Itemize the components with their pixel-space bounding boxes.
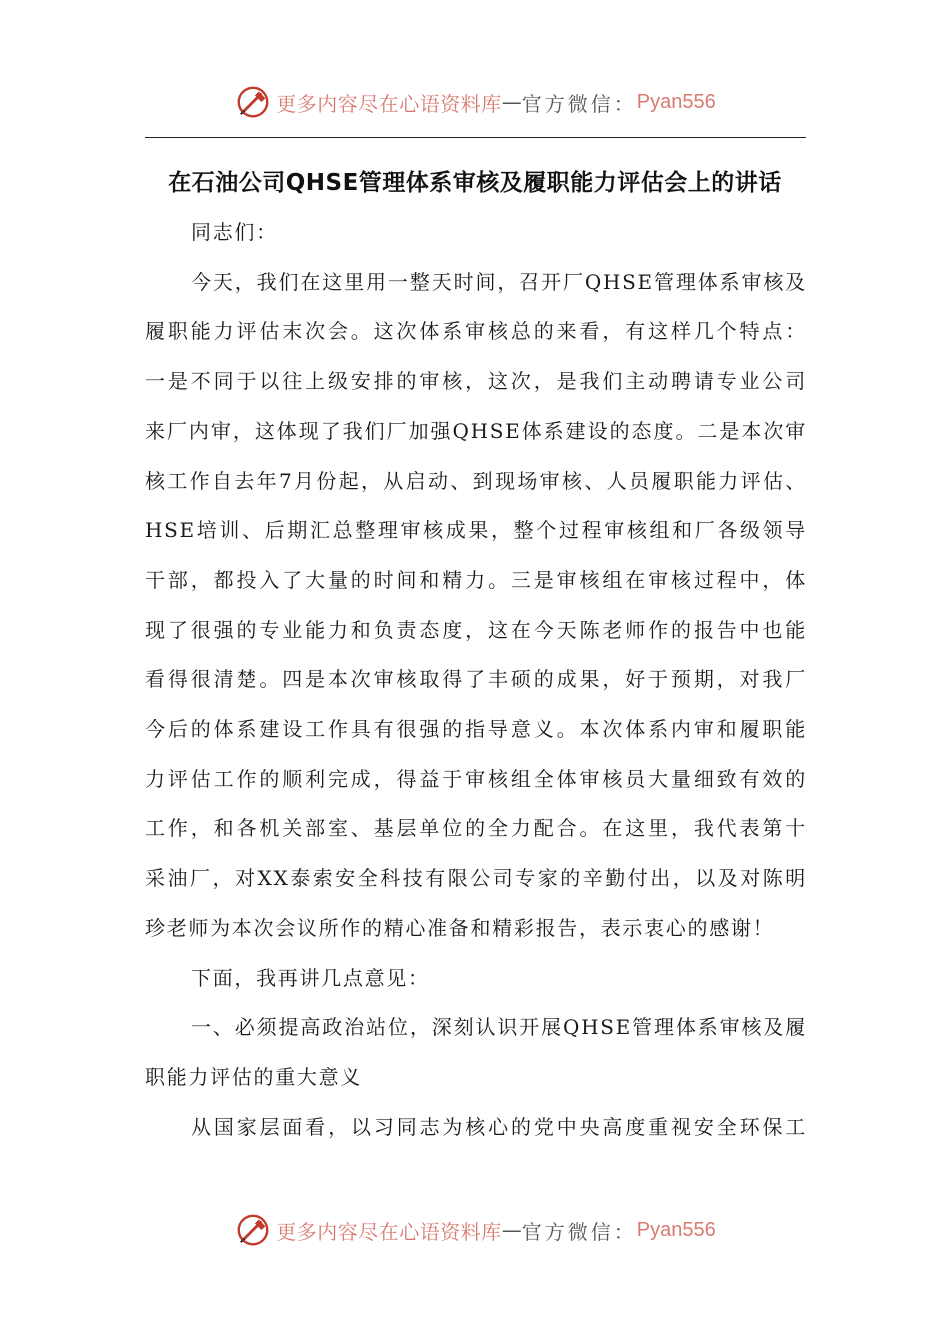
header-wechat-id: Pyan556 bbox=[636, 90, 716, 113]
body-line: 今天，我们在这里用一整天时间，召开厂QHSE管理体系审核及 bbox=[191, 269, 807, 294]
document-title: 在石油公司QHSE管理体系审核及履职能力评估会上的讲话 bbox=[168, 170, 782, 196]
footer-wechat-label: 官方微信： bbox=[521, 1219, 637, 1244]
body-line: 力评估工作的顺利完成，得益于审核组全体审核员大量细致有效的 bbox=[145, 766, 807, 791]
section-heading-line: 职能力评估的重大意义 bbox=[145, 1064, 362, 1089]
body-line: 工作，和各机关部室、基层单位的全力配合。在这里，我代表第十 bbox=[145, 816, 807, 841]
document-body bbox=[145, 208, 807, 1152]
body-line: 下面，我再讲几点意见： bbox=[191, 965, 430, 990]
body-line: 一是不同于以往上级安排的审核，这次，是我们主动聘请专业公司 bbox=[145, 369, 807, 394]
body-line: 干部，都投入了大量的时间和精力。三是审核组在审核过程中，体 bbox=[145, 567, 807, 592]
body-line: HSE培训、后期汇总整理审核成果，整个过程审核组和厂各级领导 bbox=[145, 518, 807, 543]
footer-site-text: 更多内容尽在心语资料库 bbox=[276, 1219, 502, 1244]
section-heading-line: 一、必须提高政治站位，深刻认识开展QHSE管理体系审核及履 bbox=[191, 1015, 807, 1040]
body-line: 现了很强的专业能力和负责态度，这在今天陈老师作的报告中也能 bbox=[145, 617, 807, 642]
footer-banner bbox=[0, 1210, 950, 1250]
salutation: 同志们： bbox=[191, 220, 278, 244]
body-line: 今后的体系建设工作具有很强的指导意义。本次体系内审和履职能 bbox=[145, 717, 807, 742]
body-line: 看得很清楚。四是本次审核取得了丰硕的成果，好于预期，对我厂 bbox=[145, 667, 807, 692]
body-line: 采油厂，对XX泰索安全科技有限公司专家的辛勤付出，以及对陈明 bbox=[145, 866, 807, 891]
header-separator: — bbox=[501, 90, 522, 114]
footer-separator: — bbox=[501, 1218, 522, 1242]
body-line: 履职能力评估末次会。这次体系审核总的来看，有这样几个特点： bbox=[145, 319, 807, 344]
header-divider bbox=[145, 137, 806, 138]
footer-wechat-id: Pyan556 bbox=[636, 1218, 716, 1241]
body-line: 从国家层面看，以习同志为核心的党中央高度重视安全环保工 bbox=[191, 1114, 807, 1139]
header-banner bbox=[0, 82, 950, 122]
header-wechat-label: 官方微信： bbox=[521, 91, 637, 116]
pen-logo-icon bbox=[234, 1211, 272, 1249]
pen-logo-icon bbox=[234, 83, 272, 121]
body-line: 珍老师为本次会议所作的精心准备和精彩报告，表示衷心的感谢！ bbox=[145, 915, 775, 940]
header-site-text: 更多内容尽在心语资料库 bbox=[276, 91, 502, 116]
body-line: 核工作自去年7月份起，从启动、到现场审核、人员履职能力评估、 bbox=[145, 468, 807, 493]
body-line: 来厂内审，这体现了我们厂加强QHSE体系建设的态度。二是本次审 bbox=[145, 418, 807, 443]
